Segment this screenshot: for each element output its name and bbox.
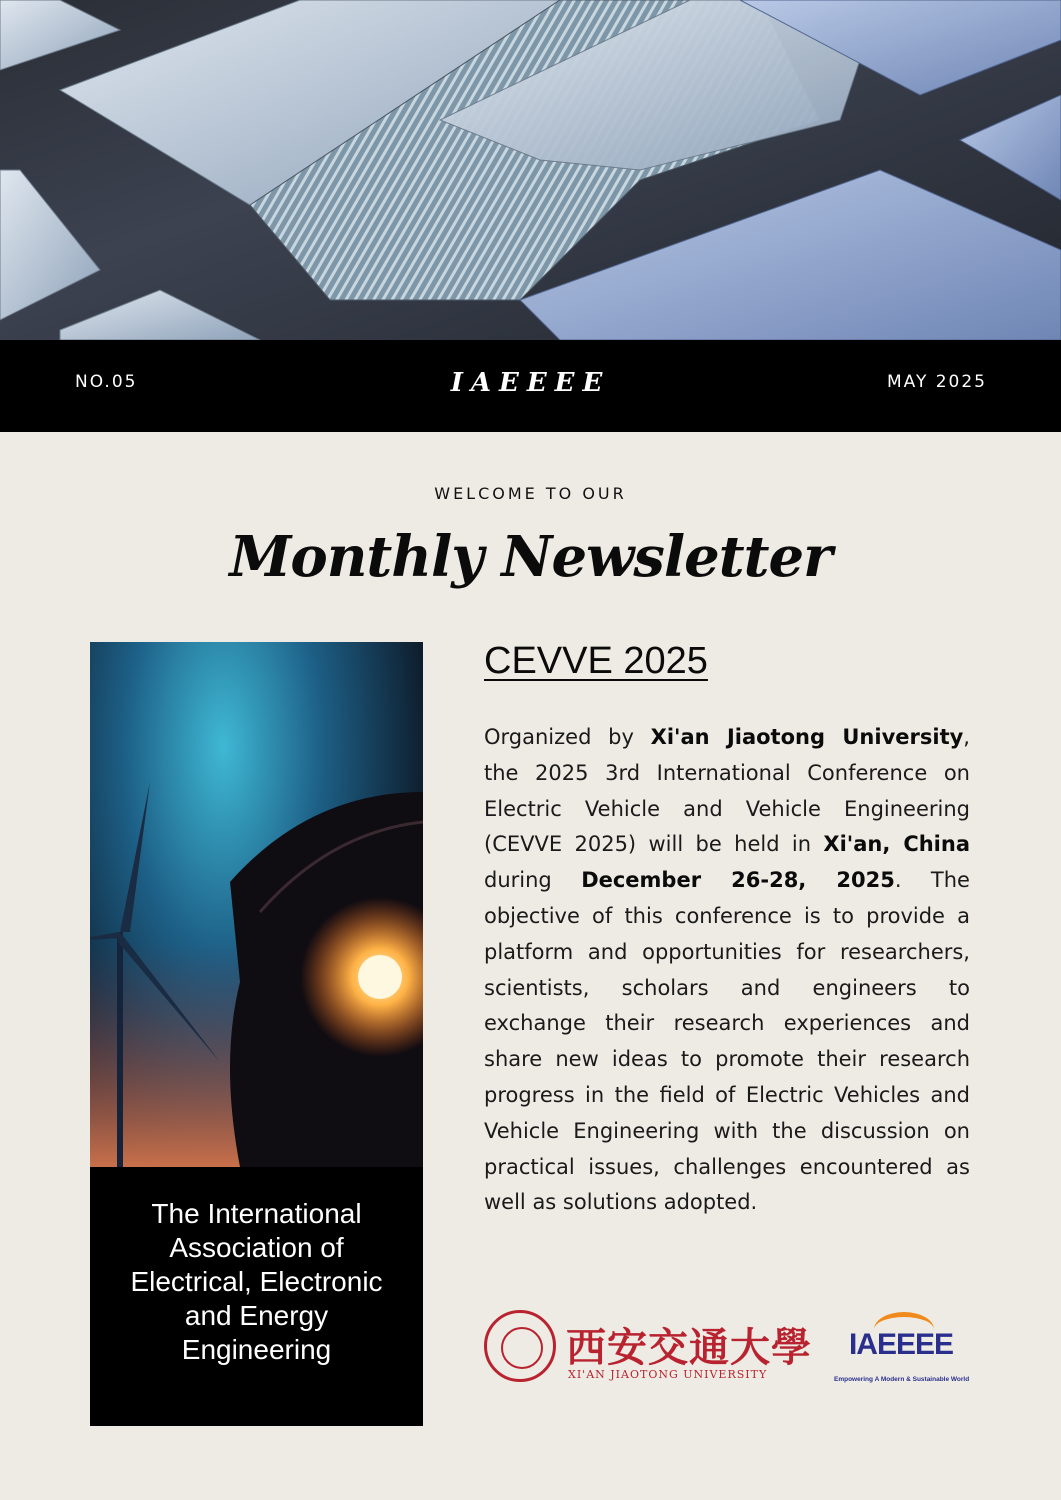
- xjtu-chinese-name: 西安交通大學: [566, 1324, 812, 1371]
- location: Xi'an, China: [823, 832, 971, 857]
- issue-number: NO.05: [75, 372, 138, 392]
- body-part-1: Organized by: [484, 725, 651, 749]
- article-headline: CEVVE 2025: [484, 640, 708, 682]
- issue-date: MAY 2025: [886, 372, 987, 392]
- welcome-text: WELCOME TO OUR: [434, 484, 627, 503]
- iaeeee-tagline: Empowering A Modern & Sustainable World: [834, 1376, 970, 1383]
- organizer: Xi'an Jiaotong University: [650, 725, 964, 749]
- body-part-2: , the 2025 3rd International Conference on Electric Vehicle and Vehicle Engineering (CEVVE 2025) will be held in: [484, 725, 970, 857]
- xjtu-seal-icon: [484, 1310, 556, 1382]
- brand-name: IAEEEE: [450, 368, 611, 398]
- iaeeee-logo-mark: IAEEEE: [848, 1328, 954, 1361]
- association-caption-box: [90, 1167, 423, 1426]
- body-part-3: during: [484, 868, 582, 893]
- xjtu-english-name: XI'AN JIAOTONG UNIVERSITY: [568, 1368, 768, 1381]
- article-body: [484, 720, 970, 1221]
- body-part-4: . The objective of this conference is to provide a platform and opportunities for researchers, scientists, scholars and engineers to exchange their research experiences and share new ideas to promote their research progress in the field of Electric Vehicles and Vehicle Engineering with the discussion on practical issues, challenges encountered as well as solutions adopted.: [484, 868, 970, 1215]
- newsletter-title: Monthly Newsletter: [229, 524, 832, 590]
- event-dates: December 26-28, 2025: [581, 868, 895, 893]
- association-name: The International Association of Electrical, Electronic and Energy Engineering: [130, 1198, 383, 1365]
- electric-car-photo: [90, 642, 423, 1167]
- xjtu-logo: [484, 1310, 812, 1388]
- iaeeee-logo: [834, 1310, 968, 1390]
- hero-image-battery-cells: [0, 0, 1061, 340]
- masthead-banner: [0, 340, 1061, 432]
